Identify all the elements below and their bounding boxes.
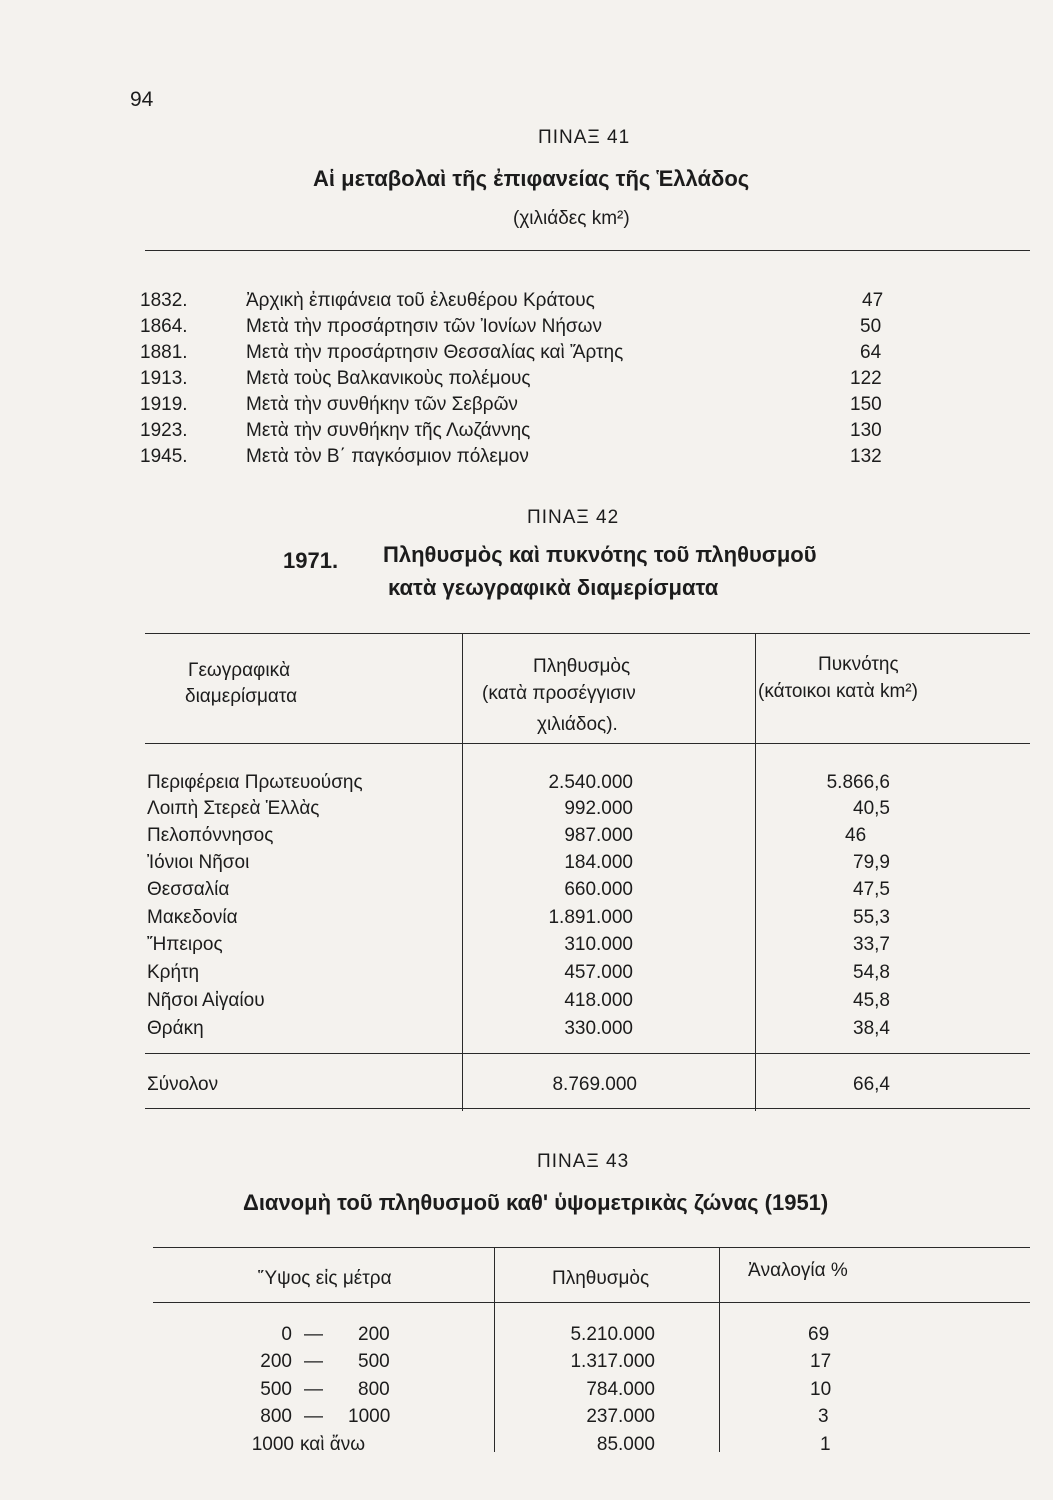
value: 47	[862, 290, 884, 311]
table-row	[0, 823, 1053, 849]
table-row	[0, 444, 1053, 470]
table-row	[0, 1322, 1053, 1348]
density: 45,8	[853, 990, 890, 1011]
population: 85.000	[596, 1434, 655, 1455]
table-43-header-rule	[153, 1302, 1030, 1303]
region: Πελοπόννησος	[147, 825, 274, 846]
header-population: Πληθυσμὸς	[533, 656, 631, 677]
table-41-caption: ΠΙΝΑΞ 41	[538, 127, 631, 148]
density: 33,7	[853, 934, 890, 955]
population: 992.000	[564, 798, 633, 819]
header-density: Πυκνότης	[818, 654, 899, 675]
density: 47,5	[853, 879, 890, 900]
table-row	[0, 1404, 1053, 1430]
altitude-from: 1000	[251, 1434, 294, 1455]
table-row	[0, 1016, 1053, 1042]
header-population: Πληθυσμὸς	[552, 1268, 650, 1289]
year: 1864.	[140, 316, 188, 337]
region: Ἤπειρος	[147, 934, 223, 955]
table-42-bottom-rule	[145, 1108, 1030, 1109]
density: 55,3	[853, 907, 890, 928]
density: 46	[845, 825, 867, 846]
population: 660.000	[564, 879, 633, 900]
table-42-title-line-2: κατὰ γεωγραφικὰ διαμερίσματα	[388, 575, 719, 600]
population: 330.000	[564, 1018, 633, 1039]
table-42-total-rule	[145, 1053, 1030, 1054]
table-43-top-rule	[153, 1247, 1030, 1248]
header-region: Γεωγραφικὰ	[188, 660, 291, 681]
dash: —	[304, 1324, 323, 1345]
description: Μετὰ τὸν Β΄ παγκόσμιον πόλεμον	[246, 446, 529, 467]
density: 79,9	[853, 852, 890, 873]
table-42-caption: ΠΙΝΑΞ 42	[527, 507, 620, 528]
description: Μετὰ τὴν συνθήκην τῶν Σεβρῶν	[246, 394, 518, 415]
altitude-from: 200	[260, 1351, 292, 1372]
altitude-from: 500	[260, 1379, 292, 1400]
year: 1945.	[140, 446, 188, 467]
header-population: χιλιάδος).	[537, 714, 618, 735]
description: Ἀρχικὴ ἐπιφάνεια τοῦ ἐλευθέρου Κράτους	[246, 290, 595, 311]
table-row	[0, 418, 1053, 444]
density: 38,4	[853, 1018, 890, 1039]
value: 122	[850, 368, 882, 389]
description: Μετὰ τὴν προσάρτησιν τῶν Ἰονίων Νήσων	[246, 316, 602, 337]
table-row	[0, 392, 1053, 418]
region: Λοιπὴ Στερεὰ Ἑλλὰς	[147, 798, 320, 819]
year: 1832.	[140, 290, 188, 311]
table-row	[0, 988, 1053, 1014]
table-total-row	[0, 1072, 1053, 1098]
table-row	[0, 288, 1053, 314]
dash: —	[304, 1406, 323, 1427]
description: Μετὰ τὴν συνθήκην τῆς Λωζάννης	[246, 420, 531, 441]
page-number: 94	[130, 88, 154, 111]
total-density: 66,4	[853, 1074, 890, 1095]
density: 5.866,6	[826, 772, 890, 793]
region: Μακεδονία	[147, 907, 238, 928]
region: Θεσσαλία	[147, 879, 230, 900]
table-row	[0, 366, 1053, 392]
ratio: 1	[820, 1434, 831, 1455]
value: 132	[850, 446, 882, 467]
table-43-title: Διανομὴ τοῦ πληθυσμοῦ καθ' ὑψομετρικὰς ζώνας (1951)	[243, 1190, 829, 1215]
table-42-header-rule	[145, 743, 1030, 744]
altitude-from: 0	[281, 1324, 292, 1345]
population: 2.540.000	[548, 772, 633, 793]
header-population: (κατὰ προσέγγισιν	[482, 683, 636, 704]
dash: —	[304, 1351, 323, 1372]
ratio: 17	[810, 1351, 832, 1372]
table-43-caption: ΠΙΝΑΞ 43	[537, 1151, 630, 1172]
table-row	[0, 960, 1053, 986]
altitude-to: 1000	[348, 1406, 391, 1427]
region: Ἰόνιοι Νῆσοι	[147, 852, 250, 873]
table-row	[0, 877, 1053, 903]
description: Μετὰ τὴν προσάρτησιν Θεσσαλίας καὶ Ἄρτης	[246, 342, 624, 363]
region: Κρήτη	[147, 962, 200, 983]
table-row	[0, 340, 1053, 366]
table-row	[0, 796, 1053, 822]
total-label: Σύνολον	[147, 1074, 219, 1095]
population: 184.000	[564, 852, 633, 873]
population: 1.891.000	[548, 907, 633, 928]
population: 5.210.000	[570, 1324, 655, 1345]
population: 1.317.000	[570, 1351, 655, 1372]
table-41-unit: (χιλιάδες km²)	[513, 208, 630, 229]
region: Περιφέρεια Πρωτευούσης	[147, 772, 363, 793]
dash: —	[304, 1379, 323, 1400]
population: 237.000	[586, 1406, 655, 1427]
table-row	[0, 1349, 1053, 1375]
table-row	[0, 1377, 1053, 1403]
table-row	[0, 850, 1053, 876]
density: 54,8	[853, 962, 890, 983]
population: 418.000	[564, 990, 633, 1011]
population: 310.000	[564, 934, 633, 955]
altitude-to: 800	[358, 1379, 390, 1400]
total-population: 8.769.000	[552, 1074, 637, 1095]
region: Θράκη	[147, 1018, 204, 1039]
altitude-to: 200	[358, 1324, 390, 1345]
year: 1919.	[140, 394, 188, 415]
table-row	[0, 1432, 1053, 1458]
density: 40,5	[853, 798, 890, 819]
year: 1913.	[140, 368, 188, 389]
altitude-to: καὶ ἄνω	[300, 1434, 366, 1455]
region: Νῆσοι Αἰγαίου	[147, 990, 265, 1011]
header-region: διαμερίσματα	[185, 686, 298, 707]
year: 1923.	[140, 420, 188, 441]
table-row	[0, 905, 1053, 931]
table-42-title-year: 1971.	[283, 548, 339, 573]
header-density: (κάτοικοι κατὰ km²)	[758, 681, 918, 702]
population: 987.000	[564, 825, 633, 846]
table-42-top-rule	[145, 633, 1030, 634]
description: Μετὰ τοὺς Βαλκανικοὺς πολέμους	[246, 368, 531, 389]
header-ratio: Ἀναλογία %	[748, 1260, 848, 1281]
table-row	[0, 770, 1053, 796]
table-row	[0, 314, 1053, 340]
ratio: 69	[808, 1324, 830, 1345]
altitude-to: 500	[358, 1351, 390, 1372]
table-41-title: Αἱ μεταβολαὶ τῆς ἐπιφανείας τῆς Ἑλλάδος	[313, 166, 750, 191]
ratio: 3	[818, 1406, 829, 1427]
value: 64	[860, 342, 882, 363]
ratio: 10	[810, 1379, 832, 1400]
value: 150	[850, 394, 882, 415]
population: 457.000	[564, 962, 633, 983]
altitude-from: 800	[260, 1406, 292, 1427]
population: 784.000	[586, 1379, 655, 1400]
table-row	[0, 932, 1053, 958]
year: 1881.	[140, 342, 188, 363]
table-41-top-rule	[145, 250, 1030, 251]
value: 50	[860, 316, 882, 337]
table-42-title-line-1: Πληθυσμὸς καὶ πυκνότης τοῦ πληθυσμοῦ	[383, 542, 817, 567]
header-altitude: Ὕψος εἰς μέτρα	[258, 1268, 392, 1289]
value: 130	[850, 420, 882, 441]
